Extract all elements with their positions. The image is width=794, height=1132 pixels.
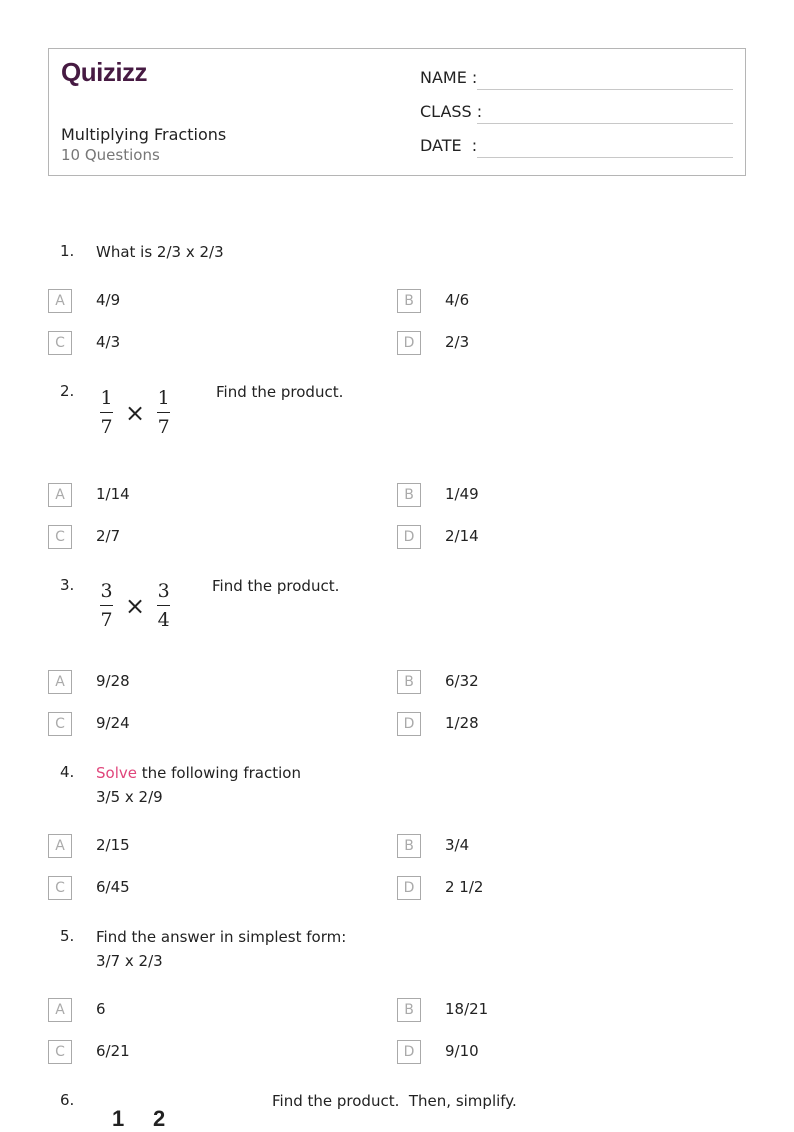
fraction-expression (100, 387, 170, 438)
option-letter-box[interactable]: A (48, 834, 72, 858)
option-text: 6/21 (96, 1042, 130, 1060)
option-letter-box[interactable]: B (397, 670, 421, 694)
option-letter-box[interactable]: B (397, 483, 421, 507)
option-text: 2/7 (96, 527, 121, 545)
option-text: 4/6 (445, 291, 470, 309)
question-number: 2. (60, 382, 75, 400)
fraction-numerator: 2 (153, 1106, 166, 1131)
option-text: 3/4 (445, 836, 470, 854)
option-text: 2/3 (445, 333, 470, 351)
option-letter-box[interactable]: C (48, 876, 72, 900)
option-text: 9/24 (96, 714, 130, 732)
times-symbol: × (125, 591, 146, 620)
question-text: Solve the following fraction 3/5 x 2/9 (96, 764, 301, 806)
option-text: 2 1/2 (445, 878, 484, 896)
question-text: Find the product. (216, 383, 344, 401)
worksheet-title: Multiplying Fractions (61, 125, 227, 144)
option-text: 6/45 (96, 878, 130, 896)
date-label: DATE : (420, 136, 478, 155)
option-letter-box[interactable]: A (48, 483, 72, 507)
option-letter-box[interactable]: A (48, 998, 72, 1022)
option-letter-box[interactable]: C (48, 1040, 72, 1064)
class-field[interactable] (477, 123, 733, 124)
option-text: 1/28 (445, 714, 479, 732)
option-text: 1/49 (445, 485, 479, 503)
name-label: NAME : (420, 68, 478, 87)
question-text: Find the product. Then, simplify. (272, 1092, 517, 1110)
option-letter-box[interactable]: D (397, 331, 421, 355)
option-letter-box[interactable]: B (397, 834, 421, 858)
fraction: $\frac{3}{4}$ (157, 580, 170, 631)
option-text: 9/28 (96, 672, 130, 690)
question-text: Find the product. (212, 577, 340, 595)
fraction-expression (100, 580, 170, 631)
option-text: 2/14 (445, 527, 479, 545)
date-field[interactable] (477, 157, 733, 158)
option-letter-box[interactable]: A (48, 670, 72, 694)
worksheet-header (48, 48, 746, 176)
option-text: 4/9 (96, 291, 121, 309)
option-text: 4/3 (96, 333, 121, 351)
highlighted-word: Solve (96, 764, 137, 782)
option-letter-box[interactable]: D (397, 876, 421, 900)
option-text: 2/15 (96, 836, 130, 854)
option-text: 18/21 (445, 1000, 489, 1018)
option-letter-box[interactable]: C (48, 525, 72, 549)
option-text: 9/10 (445, 1042, 479, 1060)
option-letter-box[interactable]: B (397, 289, 421, 313)
option-letter-box[interactable]: C (48, 331, 72, 355)
option-text: 6/32 (445, 672, 479, 690)
question-text: Find the answer in simplest form: 3/7 x 2/3 (96, 928, 347, 970)
fraction: $\frac{1}{7}$ (157, 387, 170, 438)
option-text: 1/14 (96, 485, 130, 503)
option-letter-box[interactable]: A (48, 289, 72, 313)
question-number: 1. (60, 242, 75, 260)
question-number: 3. (60, 576, 75, 594)
question-text: What is 2/3 x 2/3 (96, 243, 224, 261)
name-field[interactable] (477, 89, 733, 90)
option-letter-box[interactable]: D (397, 712, 421, 736)
times-symbol: × (125, 398, 146, 427)
quizizz-logo: Quizizz (61, 57, 148, 87)
option-letter-box[interactable]: B (397, 998, 421, 1022)
question-count: 10 Questions (61, 146, 160, 164)
fraction-numerator: 1 (112, 1106, 125, 1131)
class-label: CLASS : (420, 102, 483, 121)
option-letter-box[interactable]: D (397, 525, 421, 549)
question-number: 6. (60, 1091, 75, 1109)
question-number: 4. (60, 763, 75, 781)
question-number: 5. (60, 927, 75, 945)
fraction: $\frac{3}{7}$ (100, 580, 113, 631)
option-text: 6 (96, 1000, 106, 1018)
option-letter-box[interactable]: D (397, 1040, 421, 1064)
option-letter-box[interactable]: C (48, 712, 72, 736)
fraction: $\frac{1}{7}$ (100, 387, 113, 438)
